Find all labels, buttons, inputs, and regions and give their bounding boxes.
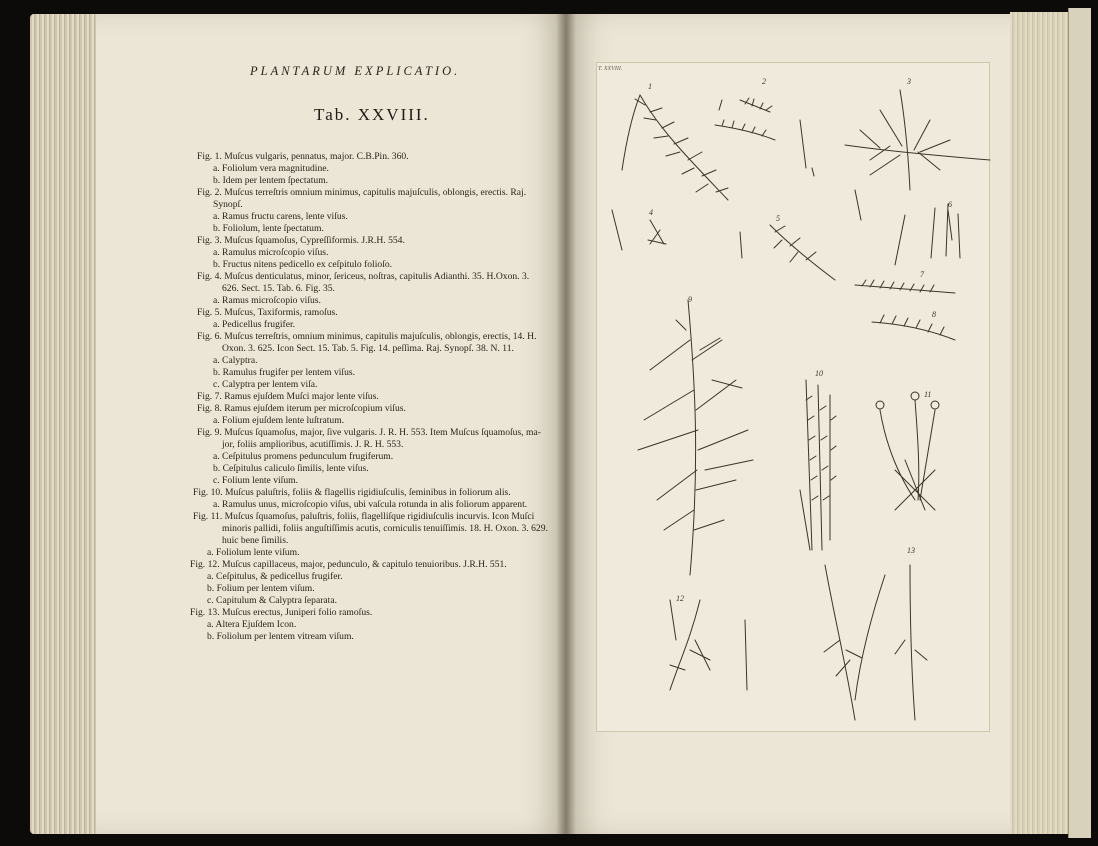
- moss-figure-4: [612, 210, 742, 258]
- entry-line: Fig. 13. Muſcus erectus, Juniperi folio ramoſus.: [190, 607, 373, 618]
- entry-line: b. Idem per lentem ſpectatum.: [213, 175, 329, 186]
- entry-line: b. Ramulus frugifer per lentem viſus.: [213, 367, 356, 378]
- figure-number: 3: [907, 77, 911, 86]
- entry-line: a. Altera Ejuſdem Icon.: [207, 619, 297, 630]
- entry-line: a. Ramus fructu carens, lente viſus.: [213, 211, 348, 222]
- entry-line: a. Folium ejuſdem lente luſtratum.: [213, 415, 345, 426]
- entry-line: b. Fructus nitens pedicello ex ceſpitulo folioſo.: [213, 259, 393, 270]
- entry-line: b. Foliolum, lente ſpectatum.: [213, 223, 324, 234]
- figure-number: 8: [932, 310, 936, 319]
- entry-line: Fig. 2. Muſcus terreſtris omnium minimus, capitulis majuſculis, oblongis, erectis. Raj.: [197, 187, 527, 198]
- entry-line: minoris pallidi, foliis anguſtiſſimis acutis, corniculis tenuiſſimis. 18. H. Oxon. 3. 629.: [222, 523, 548, 534]
- entry-line: Fig. 6. Muſcus terreſtris, omnium minimus, capitulis majuſculis, oblongis, erectis, 14. H.: [197, 331, 537, 342]
- plate-label: T. XXVIII.: [598, 66, 623, 72]
- entry-line: Fig. 12. Muſcus capillaceus, major, pedunculo, & capitulo tenuioribus. J.R.H. 551.: [190, 559, 507, 570]
- moss-figure-10: [800, 380, 836, 550]
- entry-line: c. Calyptra per lentem viſa.: [213, 379, 318, 390]
- entry-line: Fig. 5. Muſcus, Taxiformis, ramoſus.: [197, 307, 338, 318]
- entry-line: a. Ramulus unus, microſcopio viſus, ubi vaſcula rotunda in alis foliorum apparent.: [213, 499, 528, 510]
- entry-line: Fig. 7. Ramus ejuſdem Muſci major lente viſus.: [197, 391, 379, 402]
- entry-line: Fig. 4. Muſcus denticulatus, minor, ſericeus, noſtras, capitulis Adianthi. 35. H.Oxon. 3.: [197, 271, 530, 282]
- figure-number: 10: [815, 369, 823, 378]
- entry-line: a. Calyptra.: [213, 355, 258, 366]
- moss-figure-12: [670, 600, 747, 690]
- figure-number: 11: [924, 390, 932, 399]
- moss-figure-1: [622, 95, 728, 200]
- entry-line: a. Ceſpitulus, & pedicellus frugifer.: [207, 571, 343, 582]
- figure-number: 7: [920, 270, 924, 279]
- moss-figure-9: [638, 300, 753, 575]
- entry-line: a. Ceſpitulus promens pedunculum frugiferum.: [213, 451, 394, 462]
- entry-line: Synopſ.: [213, 199, 243, 210]
- entry-line: Fig. 1. Muſcus vulgaris, pennatus, major. C.B.Pin. 360.: [197, 151, 409, 162]
- moss-figure-2: [715, 98, 814, 176]
- entry-line: Fig. 10. Muſcus paluſtris, foliis & flagellis rigidiuſculis, ſeminibus in foliorum alis.: [193, 487, 511, 498]
- entry-line: a. Foliolum lente viſum.: [207, 547, 300, 558]
- entry-line: a. Foliolum vera magnitudine.: [213, 163, 329, 174]
- moss-figure-11: [876, 392, 939, 510]
- entry-line: a. Ramus microſcopio viſus.: [213, 295, 321, 306]
- entry-line: c. Capitulum & Calyptra ſeparata.: [207, 595, 338, 606]
- moss-figure-7: [855, 280, 955, 293]
- moss-figure-8: [872, 315, 955, 340]
- figure-number: 1: [648, 82, 652, 91]
- entry-line: Fig. 3. Muſcus ſquamoſus, Cypreſſiformis. J.R.H. 554.: [197, 235, 405, 246]
- moss-figure-13: [824, 565, 927, 720]
- moss-figure-3: [845, 90, 990, 240]
- entry-line: b. Folium per lentem viſum.: [207, 583, 315, 594]
- plate-title: Tab. XXVIII.: [314, 105, 430, 124]
- entry-line: b. Ceſpitulus caliculo ſimilis, lente viſus.: [213, 463, 369, 474]
- figure-number: 13: [907, 546, 915, 555]
- entry-line: Fig. 9. Muſcus ſquamoſus, major, ſive vulgaris. J. R. H. 553. Item Muſcus ſquamoſus, ma-: [197, 427, 541, 438]
- running-head: PLANTARUM EXPLICATIO.: [250, 64, 461, 78]
- figure-number: 5: [776, 214, 780, 223]
- entry-line: c. Folium lente viſum.: [213, 475, 299, 486]
- figure-number: 2: [762, 77, 766, 86]
- figure-number: 6: [948, 200, 952, 209]
- entry-line: jor, foliis amplioribus, acutiſſimis. J. R. H. 553.: [222, 439, 404, 450]
- entry-line: a. Ramulus microſcopio viſus.: [213, 247, 329, 258]
- figure-number: 12: [676, 594, 684, 603]
- moss-figure-5: [770, 204, 960, 280]
- entry-line: Fig. 11. Muſcus ſquamoſus, paluſtris, foliis, flagelliſque rigidiuſculis incurvis. Icon Muſci: [193, 511, 535, 522]
- entry-line: b. Foliolum per lentem vitream viſum.: [207, 631, 354, 642]
- entry-line: Oxon. 3. 625. Icon Sect. 15. Tab. 5. Fig. 14. peſſima. Raj. Synopſ. 38. N. 11.: [222, 343, 514, 354]
- figure-number: 4: [649, 208, 653, 217]
- figure-number: 9: [688, 295, 692, 304]
- entry-line: 626. Sect. 15. Tab. 6. Fig. 35.: [222, 283, 335, 294]
- entry-line: Fig. 8. Ramus ejuſdem iterum per microſcopium viſus.: [197, 403, 406, 414]
- entry-line: huic bene ſimilis.: [222, 535, 289, 546]
- entry-line: a. Pedicellus frugifer.: [213, 319, 296, 330]
